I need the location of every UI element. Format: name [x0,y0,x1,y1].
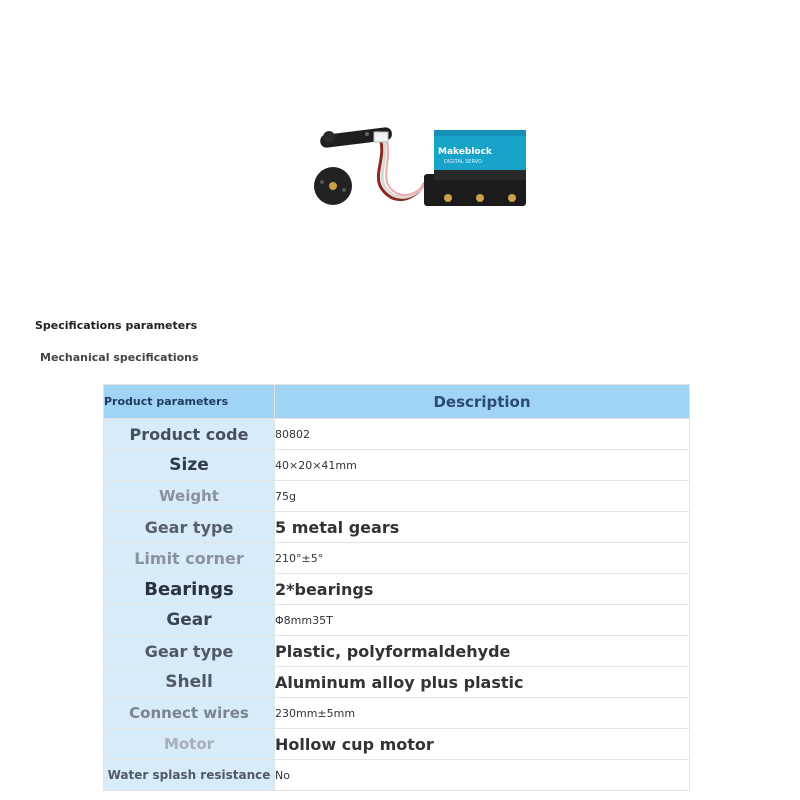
logo-text: Makeblock [438,147,492,157]
param-cell: Limit corner [104,543,275,574]
param-cell: Bearings [104,574,275,605]
desc-cell: Φ8mm35T [275,605,690,636]
desc-cell: 75g [275,481,690,512]
desc-cell: 2*bearings [275,574,690,605]
desc-cell: Plastic, polyformaldehyde [275,636,690,667]
servo-subtitle: DIGITAL SERVO [444,159,482,165]
specifications-heading: Specifications parameters [35,319,198,332]
desc-cell: Hollow cup motor [275,729,690,760]
header-desc: Description [275,385,690,419]
param-cell: Connect wires [104,698,275,729]
table-row [104,419,690,450]
param-cell: Weight [104,481,275,512]
table-row [104,760,690,791]
desc-cell: 230mm±5mm [275,698,690,729]
table-row [104,574,690,605]
table-row [104,450,690,481]
param-cell: Gear type [104,512,275,543]
table-row [104,667,690,698]
spec-table [103,384,690,791]
param-cell: Gear [104,605,275,636]
table-row [104,605,690,636]
mechanical-heading: Mechanical specifications [40,351,199,364]
table-row [104,636,690,667]
table-row [104,698,690,729]
desc-cell: 80802 [275,419,690,450]
param-cell: Shell [104,667,275,698]
desc-cell: Aluminum alloy plus plastic [275,667,690,698]
table-row [104,512,690,543]
param-cell: Motor [104,729,275,760]
product-image [300,110,540,220]
desc-cell: 210°±5° [275,543,690,574]
header-param: Product parameters [104,385,275,419]
desc-cell: 40×20×41mm [275,450,690,481]
table-header-row [104,385,690,419]
desc-cell: No [275,760,690,791]
table-row [104,543,690,574]
table-row [104,481,690,512]
table-row [104,729,690,760]
param-cell: Gear type [104,636,275,667]
param-cell: Water splash resistance [104,760,275,791]
desc-cell: 5 metal gears [275,512,690,543]
param-cell: Size [104,450,275,481]
param-cell: Product code [104,419,275,450]
